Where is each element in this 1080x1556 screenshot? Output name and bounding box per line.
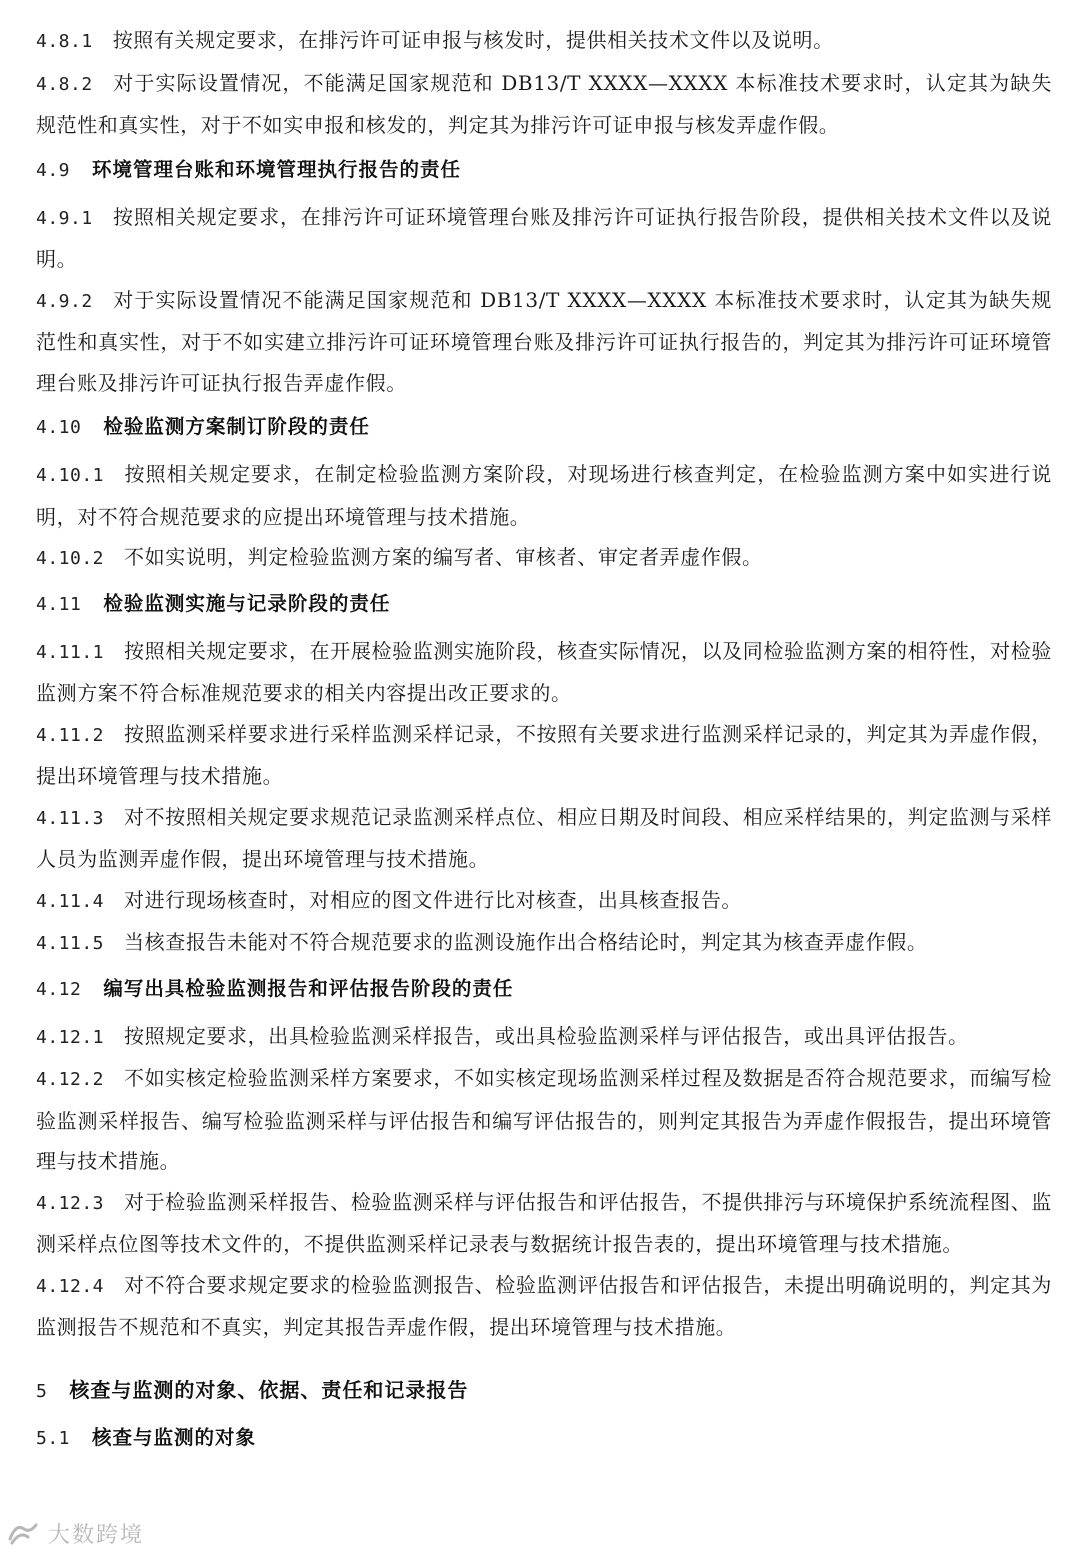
clause-4-12-3: 4.12.3 对于检验监测采样报告、检验监测采样与评估报告和评估报告，不提供排污与环境保护系统流程图、监测采样点位图等技术文件的，不提供监测采样记录表与数据统计报告表的，提出环境管理与技术措施。	[36, 1189, 1052, 1256]
watermark-text: 大数跨境	[48, 1522, 145, 1548]
chapter-heading-5: 5 核查与监测的对象、依据、责任和记录报告	[36, 1377, 469, 1402]
clause-4-11-5: 4.11.5 当核查报告未能对不符合规范要求的监测设施作出合格结论时，判定其为核查弄虚作假。	[36, 930, 928, 954]
clause-4-11-2: 4.11.2 按照监测采样要求进行采样监测采样记录，不按照有关要求进行监测采样记录的，判定其为弄虚作假，提出环境管理与技术措施。	[36, 721, 1052, 788]
clause-4-12-4: 4.12.4 对不符合要求规定要求的检验监测报告、检验监测评估报告和评估报告，未提出明确说明的，判定其为监测报告不规范和不真实，判定其报告弄虚作假，提出环境管理与技术措施。	[36, 1272, 1052, 1339]
clause-4-10-2: 4.10.2 不如实说明，判定检验监测方案的编写者、审核者、审定者弄虚作假。	[36, 545, 763, 569]
clause-4-8-2: 4.8.2 对于实际设置情况，不能满足国家规范和 DB13/T XXXX—XXXX 本标准技术要求时，认定其为缺失规范性和真实性，对于不如实申报和核发的，判定其为排污许可证申报与核发弄虚作假。	[36, 70, 1052, 137]
document-page	[36, 20, 1052, 1465]
watermark	[6, 1515, 144, 1551]
clause-4-10-1: 4.10.1 按照相关规定要求，在制定检验监测方案阶段，对现场进行核查判定，在检验监测方案中如实进行说明，对不符合规范要求的应提出环境管理与技术措施。	[36, 462, 1052, 529]
section-heading-4-9: 4.9 环境管理台账和环境管理执行报告的责任	[36, 157, 462, 181]
section-heading-4-10: 4.10 检验监测方案制订阶段的责任	[36, 415, 370, 438]
section-heading-5-1: 5.1 核查与监测的对象	[36, 1425, 257, 1449]
section-heading-4-12: 4.12 编写出具检验监测报告和评估报告阶段的责任	[36, 976, 514, 1000]
clause-4-11-1: 4.11.1 按照相关规定要求，在开展检验监测实施阶段，核查实际情况，以及同检验监测方案的相符性，对检验监测方案不符合标准规范要求的相关内容提出改正要求的。	[36, 638, 1052, 705]
clause-4-12-1: 4.12.1 按照规定要求，出具检验监测采样报告，或出具检验监测采样与评估报告，或出具评估报告。	[36, 1023, 969, 1048]
watermark-logo-icon	[6, 1519, 40, 1547]
clause-4-8-1: 4.8.1 按照有关规定要求，在排污许可证申报与核发时，提供相关技术文件以及说明。	[36, 28, 834, 52]
clause-4-9-2: 4.9.2 对于实际设置情况不能满足国家规范和 DB13/T XXXX—XXXX 本标准技术要求时，认定其为缺失规范性和真实性，对于不如实建立排污许可证环境管理台账及排污许可证执行报告的，判定其为排污许可证环境管理台账及排污许可证执行报告弄虚作假。	[36, 287, 1052, 395]
clause-4-12-2: 4.12.2 不如实核定检验监测采样方案要求，不如实核定现场监测采样过程及数据是否符合规范要求，而编写检验监测采样报告、编写检验监测采样与评估报告和编写评估报告的，则判定其报告为弄虚作假报告，提出环境管理与技术措施。	[36, 1066, 1052, 1173]
clause-4-9-1: 4.9.1 按照相关规定要求，在排污许可证环境管理台账及排污许可证执行报告阶段，提供相关技术文件以及说明。	[36, 204, 1052, 271]
clause-4-11-3: 4.11.3 对不按照相关规定要求规范记录监测采样点位、相应日期及时间段、相应采样结果的，判定监测与采样人员为监测弄虚作假，提出环境管理与技术措施。	[36, 804, 1052, 871]
clause-4-11-4: 4.11.4 对进行现场核查时，对相应的图文件进行比对核查，出具核查报告。	[36, 887, 743, 912]
section-heading-4-11: 4.11 检验监测实施与记录阶段的责任	[36, 591, 391, 615]
